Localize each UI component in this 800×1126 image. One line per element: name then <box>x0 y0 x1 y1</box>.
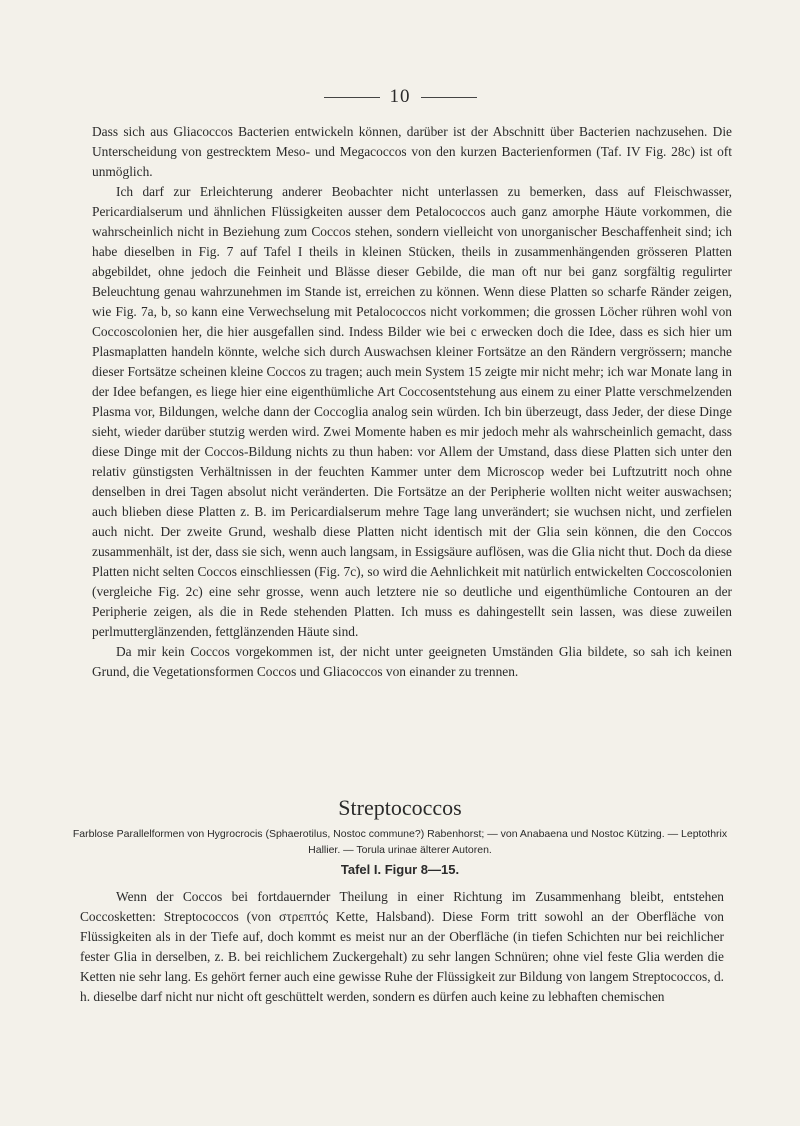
paragraph-1: Dass sich aus Gliacoccos Bacterien entwickeln können, darüber ist der Abschnitt über Bacterien nachzusehen. Die Unterscheidung von gestrecktem Meso- und Megacoccos von den kurzen Bacterienformen (Taf. IV Fig. 28c) ist oft unmöglich. <box>92 124 732 179</box>
section-synonyms: Farblose Parallelformen von Hygrocrocis (Sphaerotilus, Nostoc commune?) Rabenhorst; — von Anabaena und Nostoc Kützing. — Leptothrix Hallier. — Torula urinae älterer Autoren. <box>72 828 728 856</box>
rule-right <box>421 97 477 98</box>
section-paragraph: Wenn der Coccos bei fortdauernder Theilung in einer Richtung im Zusammenhang bleibt, entstehen Coccosketten: Streptococcos (von στρεπτός Kette, Halsband). Diese Form tritt sowohl an der Oberfläche von Flüssigkeiten als in der Tiefe auf, doch kommt es meist nur an der Oberfläche (in tiefen Schichten nur bei reichlicher fester Glia in derselben, z. B. bei reichlichem Zuckergehalt) zu sehr langen Schnüren; ohne viel feste Glia werden die Ketten nie sehr lang. Es gehört ferner auch eine gewisse Ruhe der Flüssigkeit zur Bildung von langem Streptococcos, d. h. dieselbe darf nicht nur nicht oft geschüttelt werden, sondern es dürfen auch keine zu lebhaften chemischen <box>80 889 724 1004</box>
page-number-text: 10 <box>389 86 411 107</box>
section-text <box>80 887 724 1007</box>
paragraph-3: Da mir kein Coccos vorgekommen ist, der nicht unter geeigneten Umständen Glia bildete, so sah ich keinen Grund, die Vegetationsformen Coccos und Gliacoccos von einander zu trennen. <box>92 644 732 679</box>
rule-left <box>324 97 380 98</box>
page-number <box>0 86 800 108</box>
paragraph-2: Ich darf zur Erleichterung anderer Beobachter nicht unterlassen zu bemerken, dass auf Fleischwasser, Pericardialserum und ähnlichen Flüssigkeiten ausser dem Petalococcos auch ganz amorphe Häute vorkommen, die wahrscheinlich nicht in Beziehung zum Coccos stehen, sondern vielleicht von unorganischer Beschaffenheit sind; ich habe dieselben in Fig. 7 auf Tafel I theils in kleinen Stücken, theils in zusammenhängenden grösseren Platten abgebildet, ohne jedoch die Feinheit und Blässe dieser Gebilde, die man oft nur bei ganz sorgfältig regulirter Beleuchtung genau wahrzunehmen im Stande ist, erreichen zu können. Wenn diese Platten so scharfe Ränder zeigen, wie Fig. 7a, b, so kann eine Verwechselung mit Petalococcos nicht vorkommen; die grossen Löcher rühren wohl von Coccoscolonien her, die hier ausgefallen sind. Indess Bilder wie bei c erwecken doch die Idee, dass es sich hier um Plasmaplatten handeln könnte, welche sich durch Auswachsen kleiner Fortsätze an den Rändern vergrössern; manche dieser Fortsätze scheinen kleine Coccos zu tragen; auch mein System 15 zeigte mir nicht mehr; ich war Monate lang in der Idee befangen, es liege hier eine eigenthümliche Art Coccosentstehung aus einem zu einer Platte verschmelzenden Plasma vor, Bildungen, welche dann der Coccoglia analog sein würden. Ich bin überzeugt, dass Jeder, der diese Dinge sieht, wieder darüber stutzig werden wird. Zwei Momente haben es mir jedoch mehr als wahrscheinlich gemacht, dass diese Dinge mit der Coccos-Bildung nichts zu thun haben: vor Allem der Umstand, dass diese Platten sich unter den relativ günstigsten Verhältnissen in der feuchten Kammer unter dem Microscop weder bei Luftzutritt noch ohne denselben in drei Tagen absolut nicht veränderten. Die Fortsätze an der Peripherie wollten nicht weiter auswachsen; auch blieben diese Platten z. B. im Pericardialserum mehre Tage lang unverändert; sie wuchsen nicht, und zerfielen auch nicht. Der zweite Grund, weshalb diese Platten nicht identisch mit der Glia sein können, die den Coccos zusammenhält, ist der, dass sie sich, wenn auch langsam, in Essigsäure auflösen, was die Glia nicht thut. Doch da diese Platten nicht selten Coccos einschliessen (Fig. 7c), so wird die Aehnlichkeit mit natürlich entwickelten Coccoscolonien (vergleiche Fig. 2c) eine sehr grosse, wenn auch letztere nie so deutliche und eigenthümliche Contouren an der Peripherie zeigen, als die in Rede stehenden Platten. Ich muss es dahingestellt sein lassen, was diese zuweilen perlmutterglänzenden, fettglänzenden Häute sind. <box>92 184 732 639</box>
plate-reference: Tafel I. Figur 8—15. <box>340 862 460 877</box>
section-title: Streptococcos <box>338 795 462 820</box>
main-text <box>92 122 732 682</box>
